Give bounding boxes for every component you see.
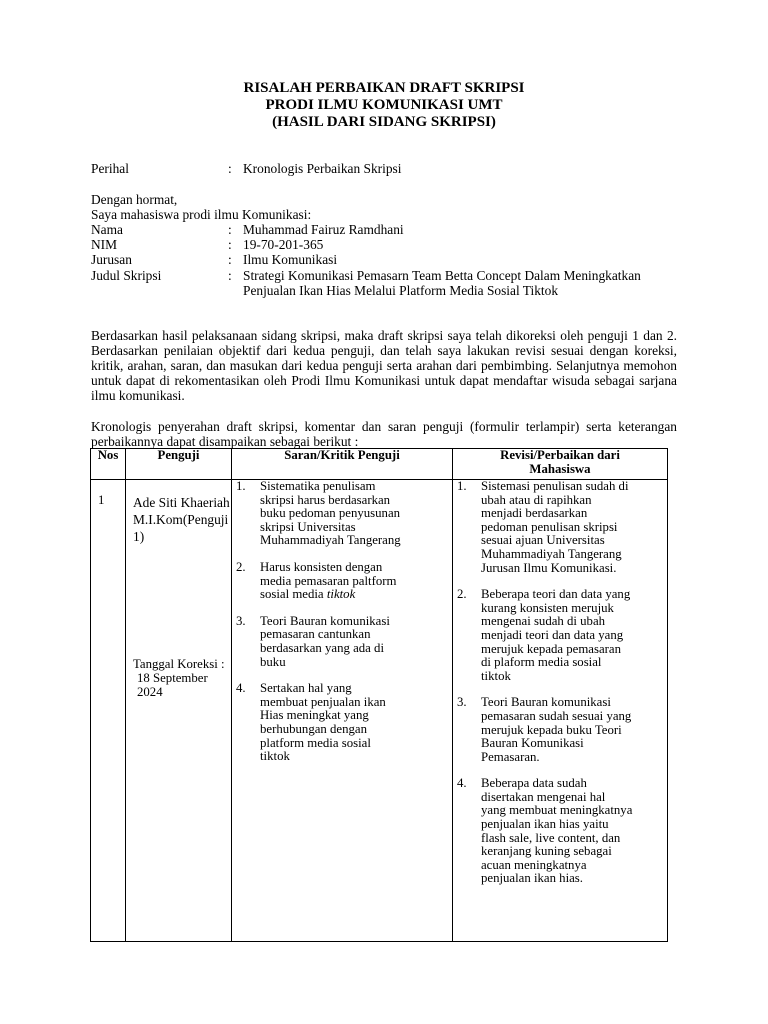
nama-row [91, 222, 404, 237]
paragraph-hasil-sidang: Berdasarkan hasil pelaksanaan sidang skripsi, maka draft skripsi saya telah dikoreksi oleh penguji 1 dan 2. Berdasarkan penilaian objektif dari kedua penguji, dan telah saya lakukan revisi sesuai dengan koreksi, kritik, arahan, saran, dan masukan dari kedua penguji serta arahan dari pembimbing. Selanjutnya memohon untuk dapat di rekomentasikan oleh Prodi Ilmu Komunikasi untuk dapat mendaftar wisuda sebagai sarjana ilmu komunikasi. [91, 328, 677, 403]
perihal-row [91, 161, 401, 176]
penguji-name: Ade Siti Khaeriah M.I.Kom(Penguji 1) [133, 495, 230, 544]
salutation: Dengan hormat, [91, 192, 178, 207]
judul-value: Strategi Komunikasi Pemasarn Team Betta Concept Dalam Meningkatkan Penjualan Ikan Hias Melalui Platform Media Sosial Tiktok [243, 268, 641, 298]
revisi-item: 1. Sistemasi penulisan sudah di ubah atau di rapihkan menjadi berdasarkan pedoman penulisan skripsi sesuai ajuan Universitas Muhammadiyah Tangerang Jurusan Ilmu Komunikasi. [457, 479, 629, 575]
revisi-item: 3. Teori Bauran komunikasi pemasaran sudah sesuai yang merujuk kepada buku Teori Bauran Komunikasi Pemasaran. [457, 695, 632, 764]
saran-item: 1. Sistematika penulisam skripsi harus berdasarkan buku pedoman penyusunan skripsi Universitas Muhammadiyah Tangerang [236, 479, 401, 548]
table-header-row [91, 449, 668, 480]
nim-value: 19-70-201-365 [243, 237, 324, 252]
tanggal-label: Tanggal Koreksi : [133, 657, 225, 671]
jurusan-value: Ilmu Komunikasi [243, 252, 338, 267]
header-saran: Saran/Kritik Penguji [232, 449, 453, 480]
nim-label: NIM [91, 237, 118, 252]
nama-colon: : [228, 222, 232, 237]
jurusan-label: Jurusan [91, 252, 132, 267]
perihal-colon: : [228, 161, 232, 176]
cell-saran [232, 480, 453, 942]
revision-table [90, 448, 668, 942]
nim-row [91, 237, 323, 252]
header-revisi: Revisi/Perbaikan dari Mahasiswa [453, 449, 668, 480]
cell-penguji [126, 480, 232, 942]
revisi-item: 2. Beberapa teori dan data yang kurang konsisten merujuk mengenai sudah di ubah menjadi teori dan data yang merujuk kepada pemasaran di plaform media sosial tiktok [457, 587, 631, 683]
judul-label: Judul Skripsi [91, 268, 162, 283]
document-title [0, 80, 768, 131]
nama-value: Muhammad Fairuz Ramdhani [243, 222, 404, 237]
perihal-label: Perihal [91, 161, 129, 176]
nim-colon: : [228, 237, 232, 252]
header-penguji: Penguji [126, 449, 232, 480]
nama-label: Nama [91, 222, 123, 237]
revisi-item: 4. Beberapa data sudah disertakan mengenai hal yang membuat meningkatnya penjualan ikan hias yaitu flash sale, live content, dan keranjang kuning sebagai acuan meningkatnya penjualan ikan hias. [457, 776, 633, 886]
tanggal-value: 18 September 2024 [137, 671, 208, 699]
cell-revisi [453, 480, 668, 942]
judul-colon: : [228, 268, 232, 283]
title-line-3: (HASIL DARI SIDANG SKRIPSI) [272, 114, 496, 130]
saran-item: 2. Harus konsisten dengan media pemasaran paltform sosial media tiktok [236, 559, 397, 602]
jurusan-row [91, 252, 337, 267]
row-number: 1 [98, 493, 105, 507]
perihal-value: Kronologis Perbaikan Skripsi [243, 161, 402, 176]
title-line-1: RISALAH PERBAIKAN DRAFT SKRIPSI [243, 80, 525, 96]
tanggal-koreksi [133, 657, 233, 699]
cell-no [91, 480, 126, 942]
title-line-2: PRODI ILMU KOMUNIKASI UMT [265, 97, 503, 113]
intro-line: Saya mahasiswa prodi ilmu Komunikasi: [91, 207, 312, 222]
saran-item: 4. Sertakan hal yang membuat penjualan ikan Hias meningkat yang berhubungan dengan platform media sosial tiktok [236, 681, 386, 764]
paragraph-kronologis: Kronologis penyerahan draft skripsi, komentar dan saran penguji (formulir terlampir) serta keterangan perbaikannya dapat disampaikan sebagai berikut : [91, 419, 677, 449]
jurusan-colon: : [228, 252, 232, 267]
saran-item: 3. Teori Bauran komunikasi pemasaran cantunkan berdasarkan yang ada di buku [236, 613, 390, 669]
table-row [91, 480, 668, 942]
judul-row [91, 268, 243, 283]
header-nos: Nos [91, 449, 126, 480]
